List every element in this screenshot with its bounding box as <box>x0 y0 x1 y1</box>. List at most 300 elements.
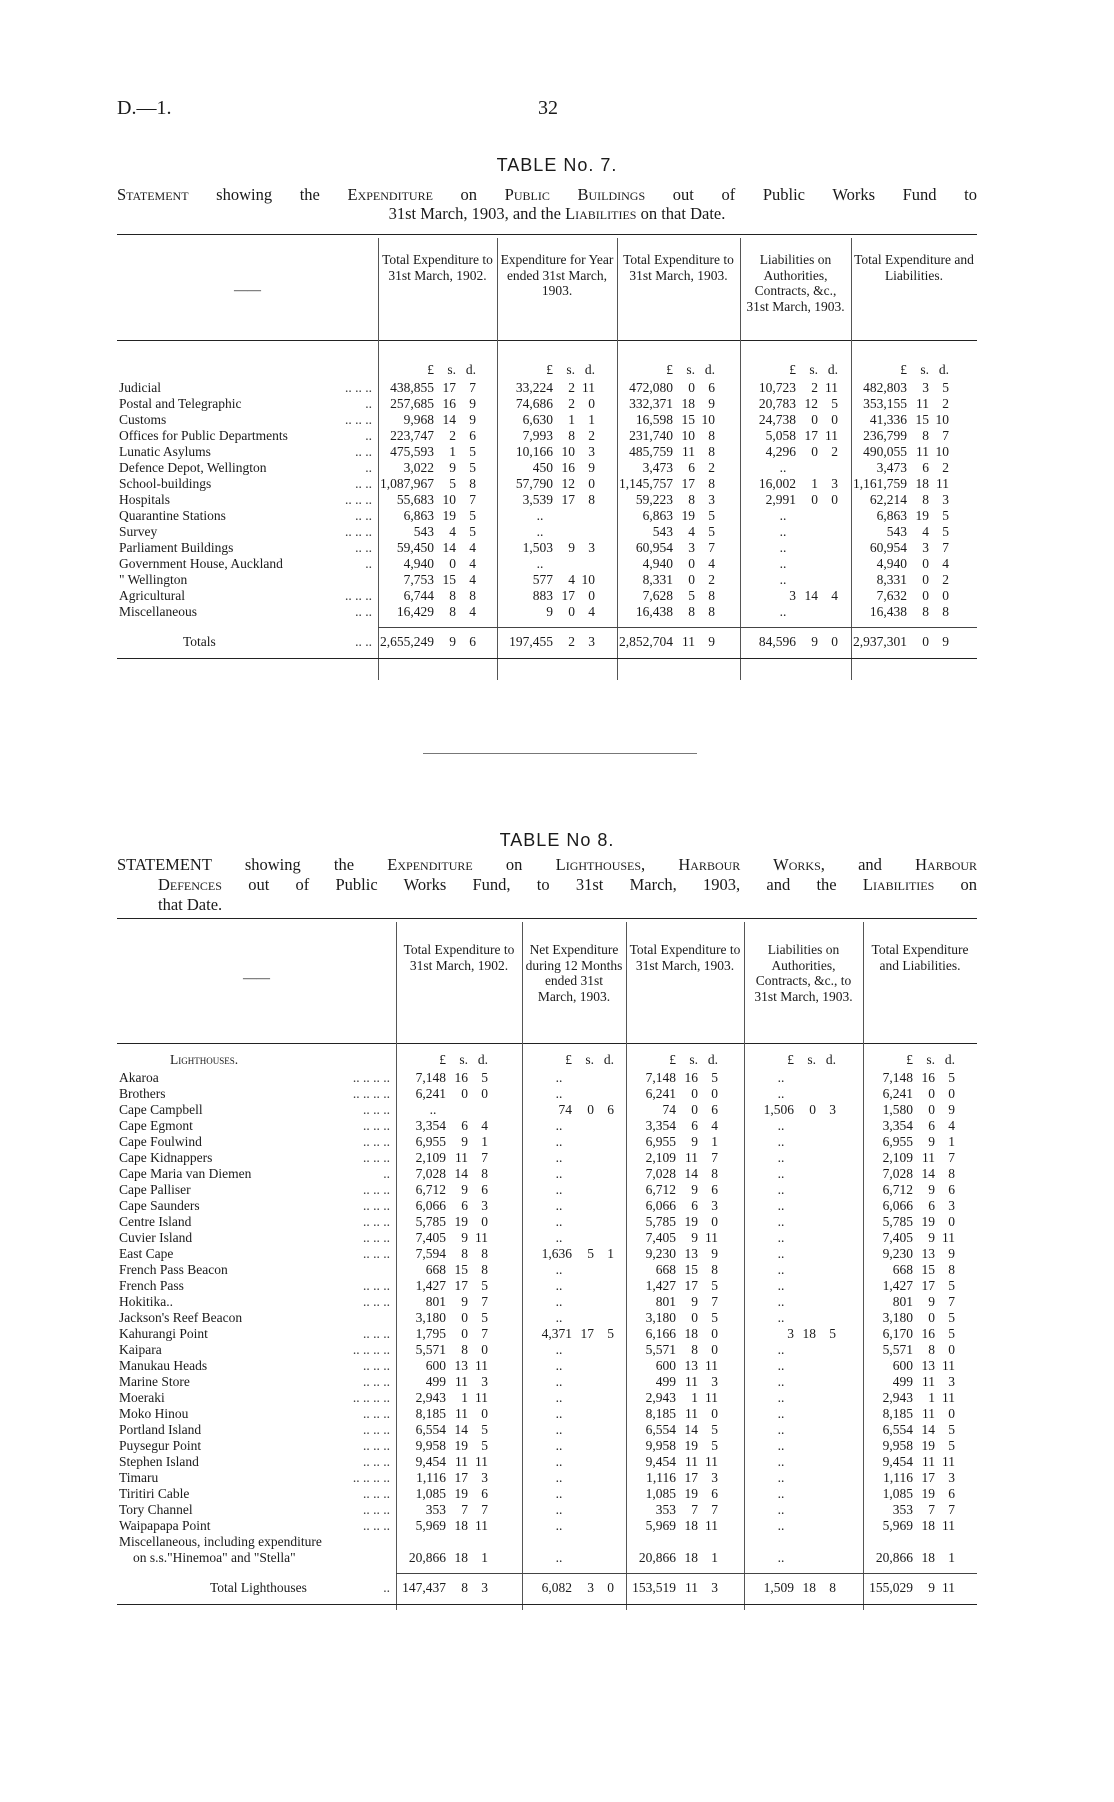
leader-dots: .. .. <box>355 508 372 523</box>
row-label: Cape Maria van Diemen <box>119 1166 252 1181</box>
amount <box>732 1214 830 1230</box>
table-cell <box>732 1454 830 1470</box>
shillings: 13 <box>684 1246 698 1261</box>
shillings: 9 <box>691 1134 698 1149</box>
shillings: 9 <box>928 1294 935 1309</box>
pounds: 6,066 <box>645 1198 676 1213</box>
pence: 4 <box>469 572 476 587</box>
amount <box>611 524 715 540</box>
amount <box>372 396 476 412</box>
shillings: 17 <box>804 428 818 443</box>
amount <box>384 1310 488 1326</box>
pounds: 4,940 <box>403 556 434 571</box>
leader-dots: .. <box>365 460 372 475</box>
pounds: 9,230 <box>882 1246 913 1261</box>
pence: 0 <box>942 588 949 603</box>
shillings: 9 <box>461 1230 468 1245</box>
shillings: 11 <box>455 1150 468 1165</box>
amount <box>611 540 715 556</box>
table-cell <box>614 1502 718 1518</box>
row-label: Hospitals <box>119 492 171 507</box>
shillings: 9 <box>449 634 456 649</box>
row-label: Government House, Auckland <box>119 556 283 571</box>
amount <box>384 1166 488 1182</box>
table-cell <box>851 1502 955 1518</box>
row-label: Miscellaneous <box>119 604 197 619</box>
shillings: 19 <box>921 1214 935 1229</box>
amount <box>851 1406 955 1422</box>
shillings: 17 <box>580 1326 594 1341</box>
amount <box>734 634 838 650</box>
shillings: 17 <box>442 380 456 395</box>
pounds: 2,109 <box>645 1150 676 1165</box>
table-cell <box>510 1374 608 1390</box>
amount <box>510 1294 608 1310</box>
leader-dots: .. .. .. <box>363 1518 390 1533</box>
amount <box>851 1358 955 1374</box>
pence: 6 <box>711 1182 718 1197</box>
leader-dots: .. .. .. <box>363 1406 390 1421</box>
pounds: 7,405 <box>645 1230 676 1245</box>
table-cell <box>614 1262 718 1278</box>
shillings: 9 <box>691 1230 698 1245</box>
pence: 0 <box>481 1342 488 1357</box>
pounds: 600 <box>655 1358 676 1373</box>
row-label: Tory Channel <box>119 1502 193 1517</box>
amount <box>734 412 838 428</box>
shillings: 9 <box>461 1294 468 1309</box>
shillings: 11 <box>922 1374 935 1389</box>
nil-dots: .. <box>777 1118 785 1133</box>
pence: 5 <box>481 1310 488 1325</box>
table-cell <box>611 428 715 444</box>
pounds: 16,002 <box>758 476 796 491</box>
table-cell <box>614 1470 718 1486</box>
shillings: 4 <box>688 524 695 539</box>
pounds: 482,803 <box>863 380 907 395</box>
leader-dots: .. .. .. <box>363 1278 390 1293</box>
pence: 8 <box>481 1166 488 1181</box>
shillings: 0 <box>922 634 929 649</box>
row-label: Timaru <box>119 1470 159 1485</box>
pounds: 668 <box>655 1262 676 1277</box>
amount <box>510 1326 614 1342</box>
pounds: 3,022 <box>403 460 434 475</box>
leader-dots: .. <box>365 396 372 411</box>
pounds: 5,785 <box>415 1214 446 1229</box>
table-cell <box>732 1342 830 1358</box>
table-cell <box>510 1166 608 1182</box>
shillings: 19 <box>442 508 456 523</box>
row-label: Brothers <box>119 1086 166 1101</box>
amount <box>734 588 838 604</box>
table-cell <box>851 1294 955 1310</box>
shillings: 18 <box>454 1518 468 1533</box>
table-cell <box>845 540 949 556</box>
shillings: 0 <box>922 588 929 603</box>
shillings: 3 <box>587 1580 594 1595</box>
pounds: 10,166 <box>515 444 553 459</box>
pound-sign: £ <box>427 362 434 377</box>
table-cell <box>732 1246 830 1262</box>
shillings: 15 <box>684 1262 698 1277</box>
shillings: 13 <box>921 1358 935 1373</box>
pounds: 499 <box>655 1374 676 1389</box>
shillings: 0 <box>461 1086 468 1101</box>
amount <box>851 1326 955 1342</box>
pounds: 6,955 <box>882 1134 913 1149</box>
pence: 5 <box>481 1438 488 1453</box>
row-label: Stephen Island <box>119 1454 199 1469</box>
table-cell <box>611 396 715 412</box>
shillings: 19 <box>454 1214 468 1229</box>
shillings: 1 <box>928 1390 935 1405</box>
amount <box>491 492 595 508</box>
pounds: 3 <box>787 1326 794 1341</box>
shillings: 2 <box>568 380 575 395</box>
table-cell <box>510 1214 608 1230</box>
table-cell <box>851 1198 955 1214</box>
amount <box>372 428 476 444</box>
amount <box>614 1470 718 1486</box>
pounds: 6,241 <box>645 1086 676 1101</box>
table-cell <box>384 1326 488 1342</box>
amount <box>384 1150 488 1166</box>
leader-dots: .. .. <box>355 540 372 555</box>
amount <box>734 556 832 572</box>
table-cell <box>384 1230 488 1246</box>
table-cell <box>491 524 589 540</box>
table-cell <box>851 1326 955 1342</box>
amount <box>491 396 595 412</box>
pounds: 1,116 <box>646 1470 676 1485</box>
pounds: 6,863 <box>642 508 673 523</box>
nil-dots: .. <box>777 1070 785 1085</box>
totals-rule <box>378 627 977 628</box>
section-separator <box>423 753 697 754</box>
table-cell <box>384 1086 488 1102</box>
pence: 7 <box>711 1294 718 1309</box>
totals-cell <box>384 1580 488 1596</box>
amount <box>611 428 715 444</box>
table-cell <box>384 1310 488 1326</box>
shillings: 16 <box>561 460 575 475</box>
table-cell <box>732 1358 830 1374</box>
amount <box>611 588 715 604</box>
pence-abbr: d. <box>825 1052 836 1067</box>
amount <box>614 1580 718 1596</box>
amount <box>732 1374 830 1390</box>
shillings: 0 <box>811 492 818 507</box>
pounds: 6,241 <box>882 1086 913 1101</box>
pounds: 55,683 <box>396 492 434 507</box>
shillings: 19 <box>684 1438 698 1453</box>
amount <box>845 556 949 572</box>
table-cell <box>510 1358 608 1374</box>
shillings: 11 <box>685 1406 698 1421</box>
pounds: 668 <box>892 1262 913 1277</box>
nil-dots: .. <box>777 1486 785 1501</box>
amount <box>851 1438 955 1454</box>
pence: 5 <box>607 1326 614 1341</box>
amount <box>510 1278 608 1294</box>
nil-dots: .. <box>555 1214 563 1229</box>
table-cell <box>851 1550 955 1566</box>
amount <box>384 1214 488 1230</box>
amount <box>614 1102 718 1118</box>
table-cell <box>491 460 595 476</box>
leader-dots: .. .. .. .. <box>352 1470 390 1485</box>
leader-dots: .. .. .. <box>363 1454 390 1469</box>
unit-labels <box>372 362 476 378</box>
nil-dots: .. <box>777 1374 785 1389</box>
table-cell <box>851 1438 955 1454</box>
table-cell <box>732 1198 830 1214</box>
pence: 4 <box>831 588 838 603</box>
pence: 6 <box>469 428 476 443</box>
table-cell <box>851 1454 955 1470</box>
shillings: 15 <box>442 572 456 587</box>
amount <box>851 1518 955 1534</box>
pence: 1 <box>711 1550 718 1565</box>
nil-dots: .. <box>779 556 787 571</box>
amount <box>614 1086 718 1102</box>
pounds: 600 <box>892 1358 913 1373</box>
table-cell <box>851 1278 955 1294</box>
shillings: 1 <box>811 476 818 491</box>
amount <box>611 412 715 428</box>
pounds: 801 <box>892 1294 913 1309</box>
pounds: 475,593 <box>390 444 434 459</box>
pence: 8 <box>588 492 595 507</box>
amount <box>510 1102 614 1118</box>
pence: 4 <box>481 1118 488 1133</box>
amount <box>614 1182 718 1198</box>
nil-dots: .. <box>777 1150 785 1165</box>
pence: 11 <box>705 1390 718 1405</box>
pounds: 2,937,301 <box>853 634 907 649</box>
shillings: 18 <box>454 1550 468 1565</box>
shillings: 16 <box>454 1070 468 1085</box>
table-cell <box>384 1150 488 1166</box>
leader-dots: .. .. .. <box>345 412 372 427</box>
pounds: 7,632 <box>876 588 907 603</box>
amount <box>734 524 832 540</box>
amount <box>845 540 949 556</box>
leader-dots: .. .. <box>355 444 372 459</box>
amount <box>614 1214 718 1230</box>
shillings: 9 <box>449 460 456 475</box>
shillings: 11 <box>682 634 695 649</box>
amount <box>372 492 476 508</box>
amount <box>614 1278 718 1294</box>
row-label: " Wellington <box>119 572 188 587</box>
shillings: 18 <box>802 1326 816 1341</box>
expenditure-term: Expenditure <box>387 855 473 874</box>
pence: 2 <box>831 444 838 459</box>
pounds: 8,185 <box>645 1406 676 1421</box>
amount <box>510 1580 614 1596</box>
totals-cell <box>491 634 595 650</box>
pence: 4 <box>942 556 949 571</box>
shillings: 0 <box>691 1102 698 1117</box>
pence: 0 <box>481 1214 488 1229</box>
pence: 11 <box>825 428 838 443</box>
liabilities-term: Liabilities <box>565 204 637 223</box>
pence: 8 <box>481 1246 488 1261</box>
pence: 10 <box>935 412 949 427</box>
table-cell <box>734 556 832 572</box>
table-cell <box>851 1102 955 1118</box>
nil-dots: .. <box>555 1278 563 1293</box>
amount <box>384 1438 488 1454</box>
table-cell <box>384 1134 488 1150</box>
pounds: 2,109 <box>882 1150 913 1165</box>
amount <box>491 524 589 540</box>
table-cell <box>851 1182 955 1198</box>
table-cell <box>732 1486 830 1502</box>
table-cell <box>611 444 715 460</box>
table8-top-rule <box>117 918 977 919</box>
pounds: 490,055 <box>863 444 907 459</box>
shillings: 4 <box>449 524 456 539</box>
amount <box>851 1294 955 1310</box>
amount <box>491 572 595 588</box>
column-header: Liabilities on Authorities, Contracts, &c., 31st March, 1903. <box>746 252 845 314</box>
leader-dots: .. .. .. <box>363 1246 390 1261</box>
amount <box>372 444 476 460</box>
shillings: 9 <box>461 1134 468 1149</box>
nil-dots: .. <box>777 1262 785 1277</box>
pence: 5 <box>481 1278 488 1293</box>
amount <box>491 428 595 444</box>
amount <box>510 1454 608 1470</box>
shillings: 0 <box>691 1310 698 1325</box>
table-cell <box>732 1406 830 1422</box>
pence: 8 <box>711 1166 718 1181</box>
leader-dots: .. <box>365 556 372 571</box>
nil-dots: .. <box>777 1454 785 1469</box>
pounds: 59,223 <box>635 492 673 507</box>
pence: 10 <box>581 572 595 587</box>
pence: 0 <box>588 476 595 491</box>
shillings: 0 <box>688 380 695 395</box>
pence-abbr: d. <box>584 362 595 377</box>
pence: 3 <box>588 444 595 459</box>
shillings: 19 <box>921 1486 935 1501</box>
shillings: 17 <box>684 1470 698 1485</box>
pence: 4 <box>948 1118 955 1133</box>
amount <box>851 1070 955 1086</box>
pence: 9 <box>708 634 715 649</box>
amount <box>851 1278 955 1294</box>
pounds: 2,943 <box>415 1390 446 1405</box>
leader-dots: .. .. .. <box>363 1422 390 1437</box>
pounds: 450 <box>532 460 553 475</box>
shillings: 8 <box>568 428 575 443</box>
pence: 1 <box>588 412 595 427</box>
table-cell <box>734 508 832 524</box>
amount <box>614 1454 718 1470</box>
amount <box>491 540 595 556</box>
pence: 7 <box>469 492 476 507</box>
amount <box>384 1118 488 1134</box>
pence: 11 <box>705 1358 718 1373</box>
pounds: 1,427 <box>882 1278 913 1293</box>
table-cell <box>732 1294 830 1310</box>
pounds: 9,230 <box>645 1246 676 1261</box>
shillings: 10 <box>561 444 575 459</box>
amount <box>851 1102 955 1118</box>
amount <box>734 476 838 492</box>
amount <box>611 556 715 572</box>
table-cell <box>845 476 949 492</box>
table-cell <box>510 1086 608 1102</box>
pence: 8 <box>708 444 715 459</box>
table-cell <box>732 1102 836 1118</box>
table-cell <box>384 1374 488 1390</box>
shillings: 11 <box>916 444 929 459</box>
shillings: 0 <box>809 1102 816 1117</box>
amount <box>384 1406 488 1422</box>
table-cell <box>845 428 949 444</box>
table-cell <box>510 1262 608 1278</box>
pence: 2 <box>942 572 949 587</box>
shillings: 18 <box>684 1518 698 1533</box>
pence: 8 <box>829 1580 836 1595</box>
table-cell <box>510 1326 614 1342</box>
amount <box>732 1454 830 1470</box>
pounds: 236,799 <box>863 428 907 443</box>
pence: 0 <box>481 1086 488 1101</box>
nil-dots: .. <box>777 1134 785 1149</box>
leader-dots: .. .. .. <box>363 1102 390 1117</box>
pence: 5 <box>948 1422 955 1437</box>
pounds: 1,116 <box>883 1470 913 1485</box>
amount <box>732 1390 830 1406</box>
pence: 0 <box>607 1580 614 1595</box>
pence: 9 <box>948 1246 955 1261</box>
shillings: 8 <box>461 1246 468 1261</box>
amount <box>510 1198 608 1214</box>
table-cell <box>372 604 476 620</box>
pence: 11 <box>942 1358 955 1373</box>
table7-header-rule <box>117 340 977 341</box>
amount <box>510 1182 608 1198</box>
amount <box>510 1470 608 1486</box>
amount <box>384 1262 488 1278</box>
leader-dots: .. <box>383 1166 390 1181</box>
table-cell <box>851 1070 955 1086</box>
row-label: Manukau Heads <box>119 1358 208 1373</box>
table-cell <box>732 1550 830 1566</box>
amount <box>732 1438 830 1454</box>
table-cell <box>851 1406 955 1422</box>
totals-label: Totals <box>183 634 216 649</box>
pounds: 8,331 <box>876 572 907 587</box>
pence: 5 <box>711 1438 718 1453</box>
pounds: 3,354 <box>882 1118 913 1133</box>
pounds: 9,454 <box>645 1454 676 1469</box>
shillings: 17 <box>681 476 695 491</box>
pounds: 5,969 <box>645 1518 676 1533</box>
amount <box>510 1518 608 1534</box>
nil-dots: .. <box>777 1166 785 1181</box>
amount <box>614 1118 718 1134</box>
leader-dots: .. .. <box>355 634 372 649</box>
amount <box>614 1422 718 1438</box>
pence: 4 <box>588 604 595 619</box>
